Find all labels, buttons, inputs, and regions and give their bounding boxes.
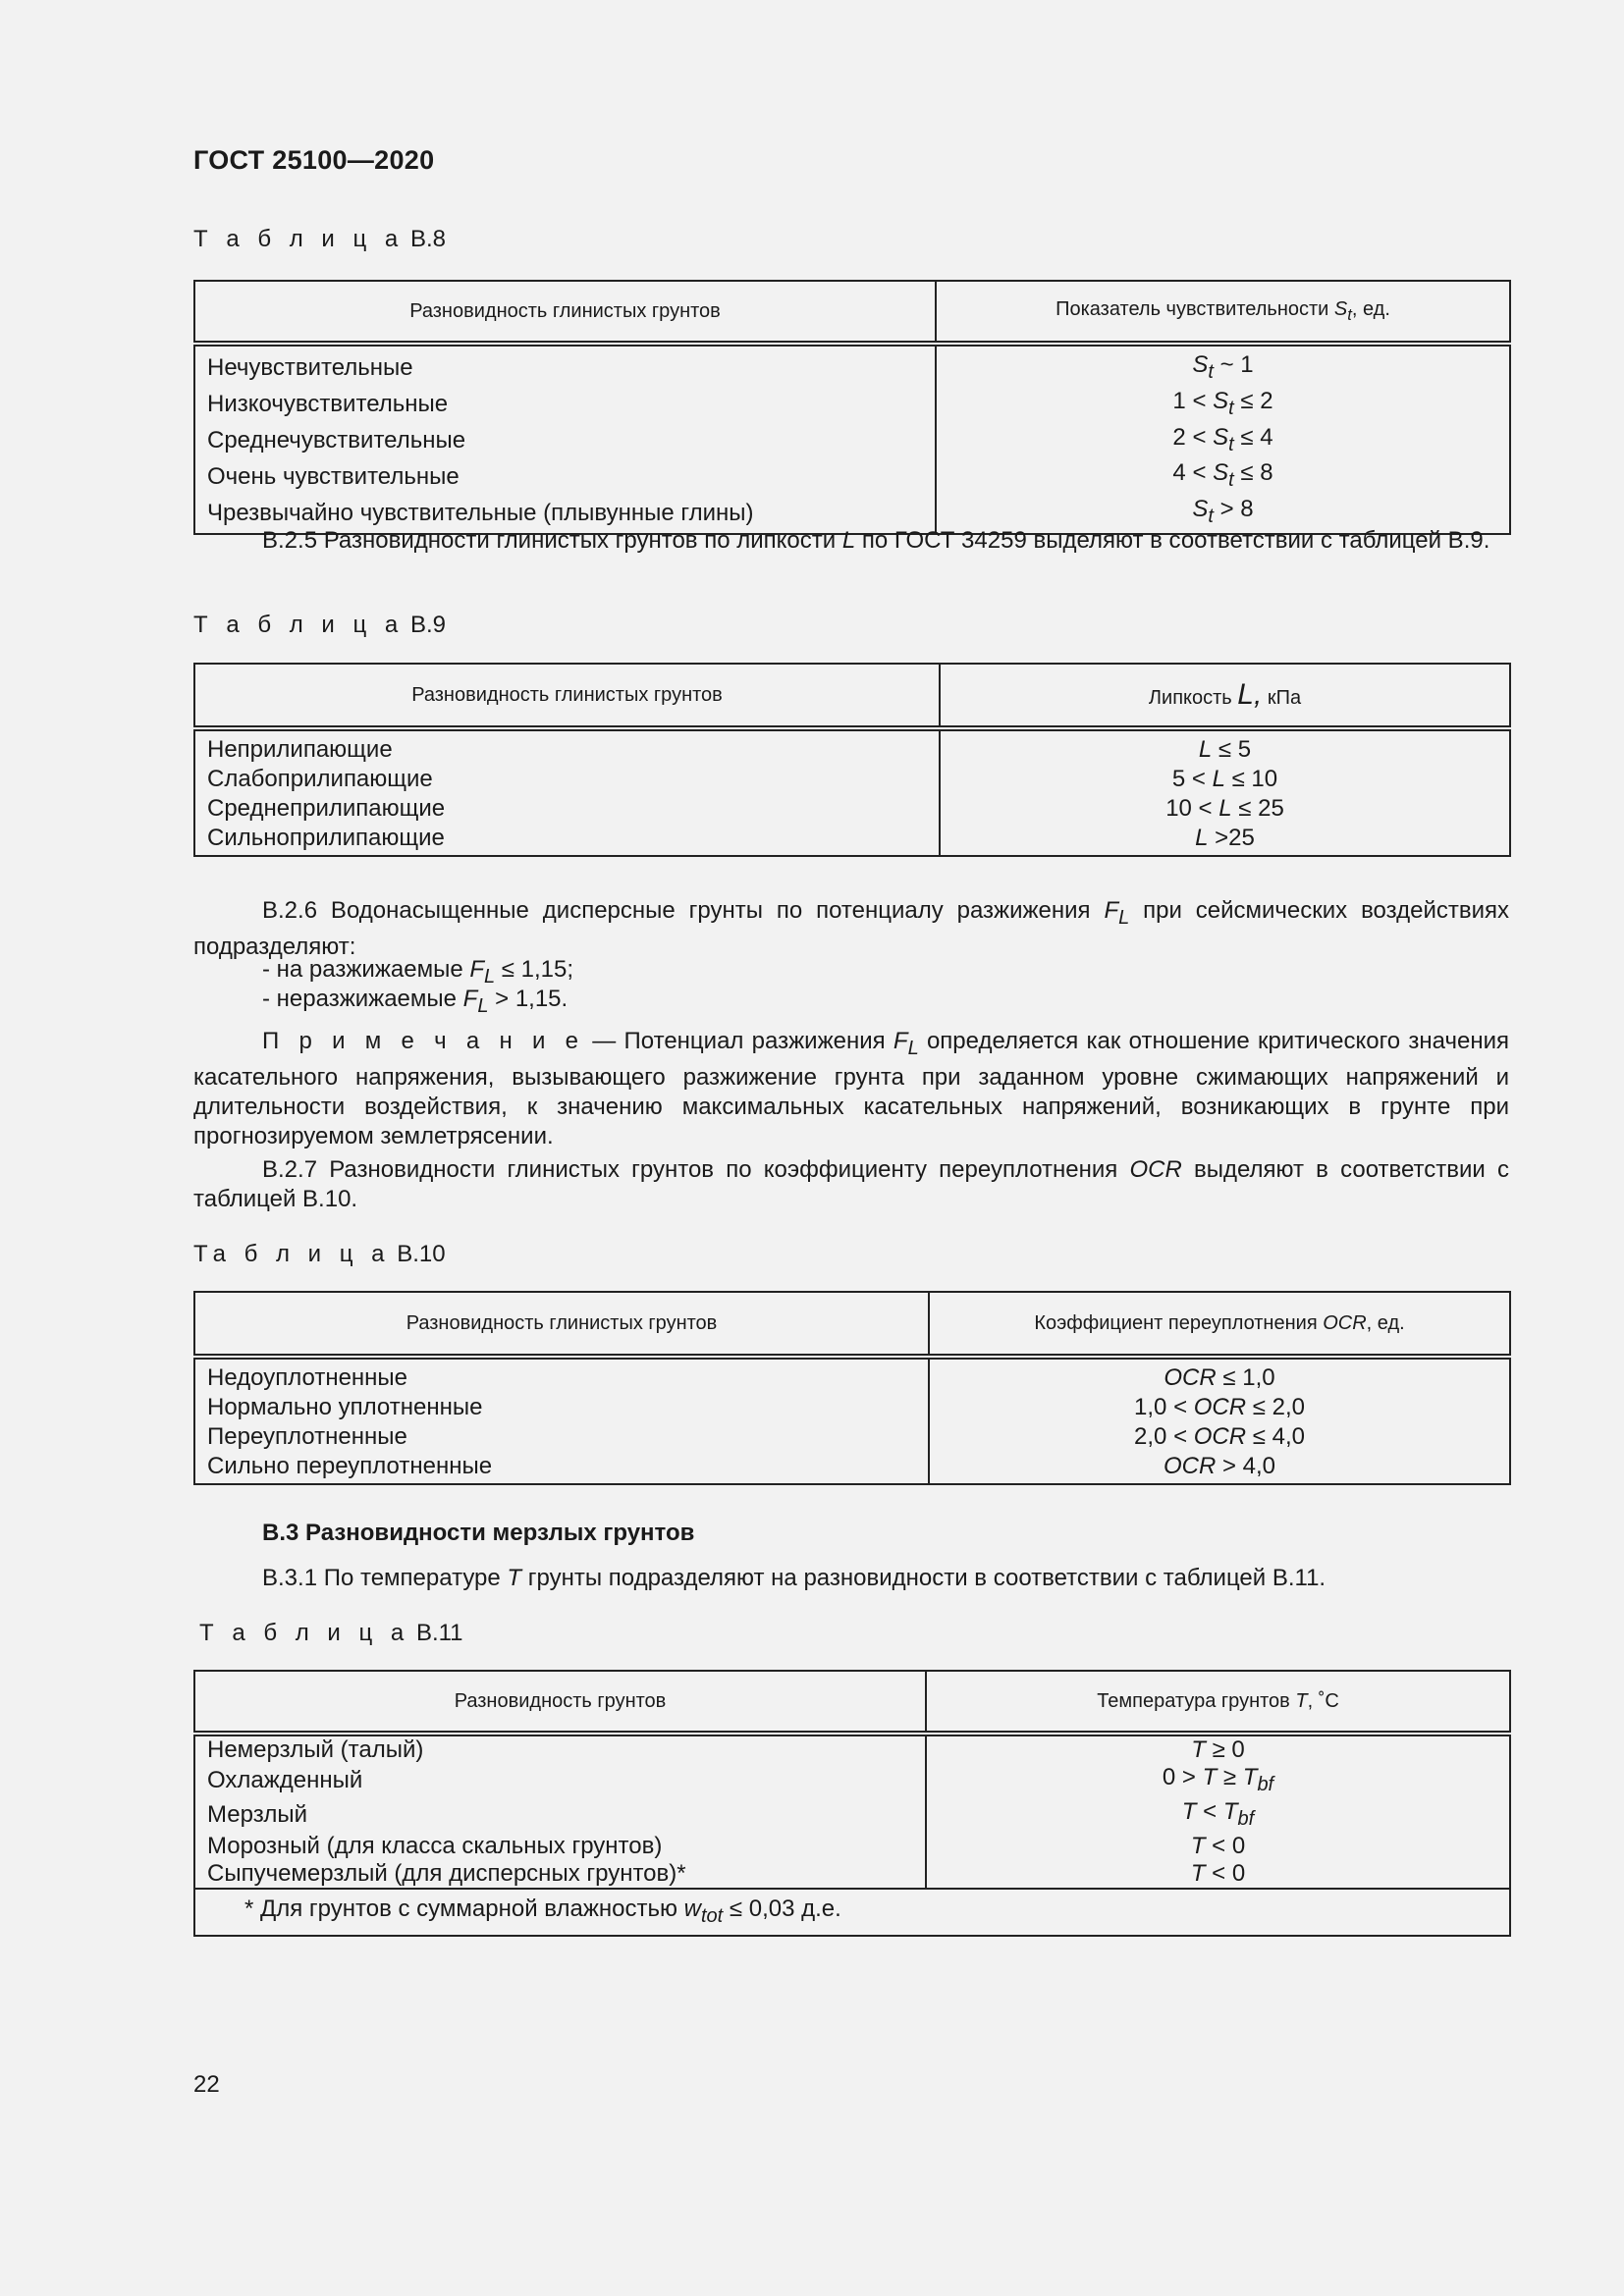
row-value: [936, 458, 1510, 495]
row-variety: [194, 1452, 929, 1484]
table-row: [194, 1422, 1510, 1452]
list-item-liquefiable: - на разжижаемые $F_L \le 1,15$;: [262, 956, 574, 988]
table-row: [194, 1833, 1510, 1860]
table-row: [194, 1860, 1510, 1889]
table-b11: [193, 1670, 1511, 1937]
row-value-var: T: [1181, 1797, 1197, 1825]
table-b8: [193, 280, 1511, 535]
table-row: [194, 458, 1510, 495]
table-b11-header-variety: Разновидность грунтов: [194, 1671, 926, 1734]
row-value-var: L: [1218, 795, 1232, 822]
row-value-post: <: [1196, 1797, 1223, 1825]
row-value-post: ≤ 8: [1233, 459, 1273, 487]
row-value-post: >25: [1208, 825, 1255, 851]
row-variety-text: Немерзлый (талый): [207, 1736, 424, 1763]
row-value: [929, 1393, 1510, 1422]
table-b11-header-temperature: Температура грунтов T, ˚С: [926, 1671, 1510, 1734]
row-variety: [194, 458, 936, 495]
row-variety: [194, 1357, 929, 1393]
row-variety-text: Очень чувствительные: [207, 462, 460, 490]
row-variety-text: Мерзлый: [207, 1801, 308, 1829]
row-value: [926, 1798, 1510, 1833]
row-variety-text: Среднечувствительные: [207, 426, 466, 454]
table-row: [194, 794, 1510, 824]
row-value-pre: 2 <: [1172, 423, 1214, 451]
row-value-post: ≤ 5: [1212, 736, 1252, 763]
table-b8-header-sensitivity: Показатель чувствительности $S_t$, ед.: [936, 281, 1510, 344]
row-value-pre: 10 <: [1165, 795, 1219, 822]
row-value-pre: 1,0 <: [1134, 1394, 1194, 1420]
row-value-post: ≤ 25: [1231, 795, 1284, 822]
row-value: [936, 344, 1510, 387]
note-paragraph: П р и м е ч а н и е — Потенциал разжижения $F_L$ определяется как отношение критического значения касательного напряжения, вызывающего разжижение грунта при заданном уровне сжимающих напряжений и длительности воздействия, к значению максимальных касательных напряжений, возникающих в грунте при прогнозируемом землетрясении.: [193, 1028, 1509, 1149]
row-value-sub2: bf: [1257, 1773, 1274, 1795]
row-variety-text: Недоуплотненные: [207, 1364, 408, 1391]
row-value-var: S: [1213, 387, 1229, 414]
table-b11-caption: Т а б л и ц а В.11: [199, 1620, 463, 1646]
table-row: [194, 1798, 1510, 1833]
row-value-post: ≥: [1217, 1764, 1243, 1790]
row-variety-text: Слабоприлипающие: [207, 766, 433, 792]
row-value-var2: T: [1222, 1797, 1238, 1825]
row-value-post: ≤ 10: [1224, 766, 1278, 792]
row-value: [929, 1357, 1510, 1393]
row-variety-text: Нечувствительные: [207, 354, 413, 382]
row-variety: [194, 794, 940, 824]
row-variety: [194, 1393, 929, 1422]
row-value-post: ≤ 1,0: [1216, 1364, 1275, 1391]
row-value-var: T: [1191, 1736, 1206, 1763]
list-item-non-liquefiable: - неразжижаемые $F_L > 1,15$.: [262, 986, 568, 1017]
row-value-post: ≤ 2: [1233, 387, 1273, 414]
row-value: [940, 765, 1510, 794]
row-value-pre: 0 >: [1162, 1764, 1203, 1790]
document-header: ГОСТ 25100—2020: [193, 145, 435, 175]
row-value: [926, 1860, 1510, 1889]
table-b11-footnote: * Для грунтов с суммарной влажностью $w_{tot} \le 0,03$ д.е.: [194, 1889, 1510, 1937]
row-value-var: L: [1195, 825, 1209, 851]
row-value-var: S: [1213, 423, 1229, 451]
row-value-var: OCR: [1164, 1364, 1217, 1391]
table-row: [194, 387, 1510, 423]
table-b9: [193, 663, 1511, 857]
row-value-pre: 1 <: [1172, 387, 1214, 414]
row-value-post: ≤ 2,0: [1246, 1394, 1305, 1420]
row-value-var: OCR: [1193, 1423, 1247, 1450]
table-row: [194, 1734, 1510, 1764]
table-b10-caption: Та б л и ц а В.10: [193, 1241, 446, 1267]
table-row: [194, 344, 1510, 387]
row-value-post: > 8: [1213, 496, 1254, 523]
row-value-var: T: [1202, 1764, 1218, 1790]
row-value-pre: 4 <: [1172, 459, 1214, 487]
row-value-sub: t: [1228, 433, 1234, 455]
row-value: [926, 1764, 1510, 1798]
paragraph-b26: В.2.6 Водонасыщенные дисперсные грунты по потенциалу разжижения $F_L$ при сейсмических воздействиях подразделяют:: [193, 897, 1509, 960]
page-number: 22: [193, 2071, 220, 2098]
table-row: [194, 1393, 1510, 1422]
row-value: [936, 423, 1510, 459]
row-variety: [194, 387, 936, 423]
table-row: [194, 728, 1510, 765]
row-value-post: ≥ 0: [1205, 1736, 1245, 1763]
row-value-post: ≤ 4: [1233, 423, 1273, 451]
row-value-var: S: [1213, 459, 1229, 487]
row-variety-text: Сильноприлипающие: [207, 825, 445, 851]
row-variety: [194, 1422, 929, 1452]
row-variety: [194, 728, 940, 765]
row-variety-text: Низкочувствительные: [207, 391, 449, 418]
table-b9-header-variety: Разновидность глинистых грунтов: [194, 664, 940, 728]
row-value-sub: t: [1228, 469, 1234, 492]
row-value-post: ≤ 4,0: [1246, 1423, 1305, 1450]
row-value-post: < 0: [1205, 1859, 1246, 1887]
row-value-var2: T: [1242, 1764, 1258, 1790]
row-value: [926, 1734, 1510, 1764]
row-value-var: OCR: [1193, 1394, 1247, 1420]
row-value-var: L: [1212, 766, 1225, 792]
row-value-var: OCR: [1163, 1453, 1217, 1479]
row-variety-text: Нормально уплотненные: [207, 1394, 483, 1420]
row-value: [929, 1422, 1510, 1452]
row-variety-text: Неприлипающие: [207, 736, 393, 763]
table-row: [194, 765, 1510, 794]
row-value-sub: t: [1228, 397, 1234, 419]
row-variety: [194, 423, 936, 459]
table-row: [194, 423, 1510, 459]
row-value-post: > 4,0: [1216, 1453, 1276, 1479]
row-variety: [194, 1764, 926, 1798]
row-value-post: < 0: [1205, 1832, 1246, 1859]
row-variety: [194, 344, 936, 387]
table-b10-header-ocr: Коэффициент переуплотнения OCR, ед.: [929, 1292, 1510, 1357]
row-variety-text: Сыпучемерзлый (для дисперсных грунтов)*: [207, 1859, 686, 1887]
table-row: [194, 1764, 1510, 1798]
section-b3-heading: В.3 Разновидности мерзлых грунтов: [262, 1520, 695, 1546]
row-variety: [194, 1833, 926, 1860]
row-value-var: S: [1192, 496, 1209, 523]
row-variety: [194, 1734, 926, 1764]
row-variety-text: Переуплотненные: [207, 1423, 407, 1450]
paragraph-b31: В.3.1 По температуре T грунты подразделяют на разновидности в соответствии с таблицей В.11.: [262, 1565, 1326, 1591]
row-variety: [194, 824, 940, 856]
row-variety-text: Чрезвычайно чувствительные (плывунные глины): [207, 499, 754, 526]
row-variety-text: Охлажденный: [207, 1767, 363, 1794]
row-variety-text: Сильно переуплотненные: [207, 1453, 493, 1479]
row-variety-text: Морозный (для класса скальных грунтов): [207, 1832, 663, 1859]
table-b8-header-variety: Разновидность глинистых грунтов: [194, 281, 936, 344]
row-value-sub: t: [1208, 505, 1214, 527]
table-row: [194, 1452, 1510, 1484]
row-value: [940, 728, 1510, 765]
row-value-post: ~ 1: [1213, 351, 1254, 378]
row-value-var: S: [1192, 351, 1209, 378]
row-value: [940, 824, 1510, 856]
row-value-var: L: [1198, 736, 1213, 763]
row-value: [940, 794, 1510, 824]
row-value-var: T: [1190, 1859, 1206, 1887]
table-b10: [193, 1291, 1511, 1485]
row-value-var: T: [1190, 1832, 1206, 1859]
row-variety: [194, 1860, 926, 1889]
row-value-pre: 5 <: [1171, 766, 1213, 792]
row-variety-text: Среднеприлипающие: [207, 795, 446, 822]
table-b9-caption: Т а б л и ц а В.9: [193, 612, 446, 638]
table-b8-caption: Т а б л и ц а В.8: [193, 226, 446, 252]
table-b10-header-variety: Разновидность глинистых грунтов: [194, 1292, 929, 1357]
row-variety: [194, 765, 940, 794]
table-row: [194, 1357, 1510, 1393]
row-value: [936, 387, 1510, 423]
row-value-sub2: bf: [1237, 1807, 1255, 1830]
table-row: [194, 824, 1510, 856]
row-variety: [194, 1798, 926, 1833]
row-value: [929, 1452, 1510, 1484]
table-b9-header-stickiness: Липкость L, кПа: [940, 664, 1510, 728]
paragraph-b27: В.2.7 Разновидности глинистых грунтов по коэффициенту переуплотнения OCR выделяют в соответствии с таблицей В.10.: [193, 1156, 1509, 1212]
paragraph-b25: В.2.5 Разновидности глинистых грунтов по липкости L по ГОСТ 34259 выделяют в соответствии с таблицей В.9.: [262, 527, 1490, 554]
row-value-sub: t: [1208, 360, 1214, 383]
row-value: [926, 1833, 1510, 1860]
row-value-pre: 2,0 <: [1134, 1423, 1194, 1450]
